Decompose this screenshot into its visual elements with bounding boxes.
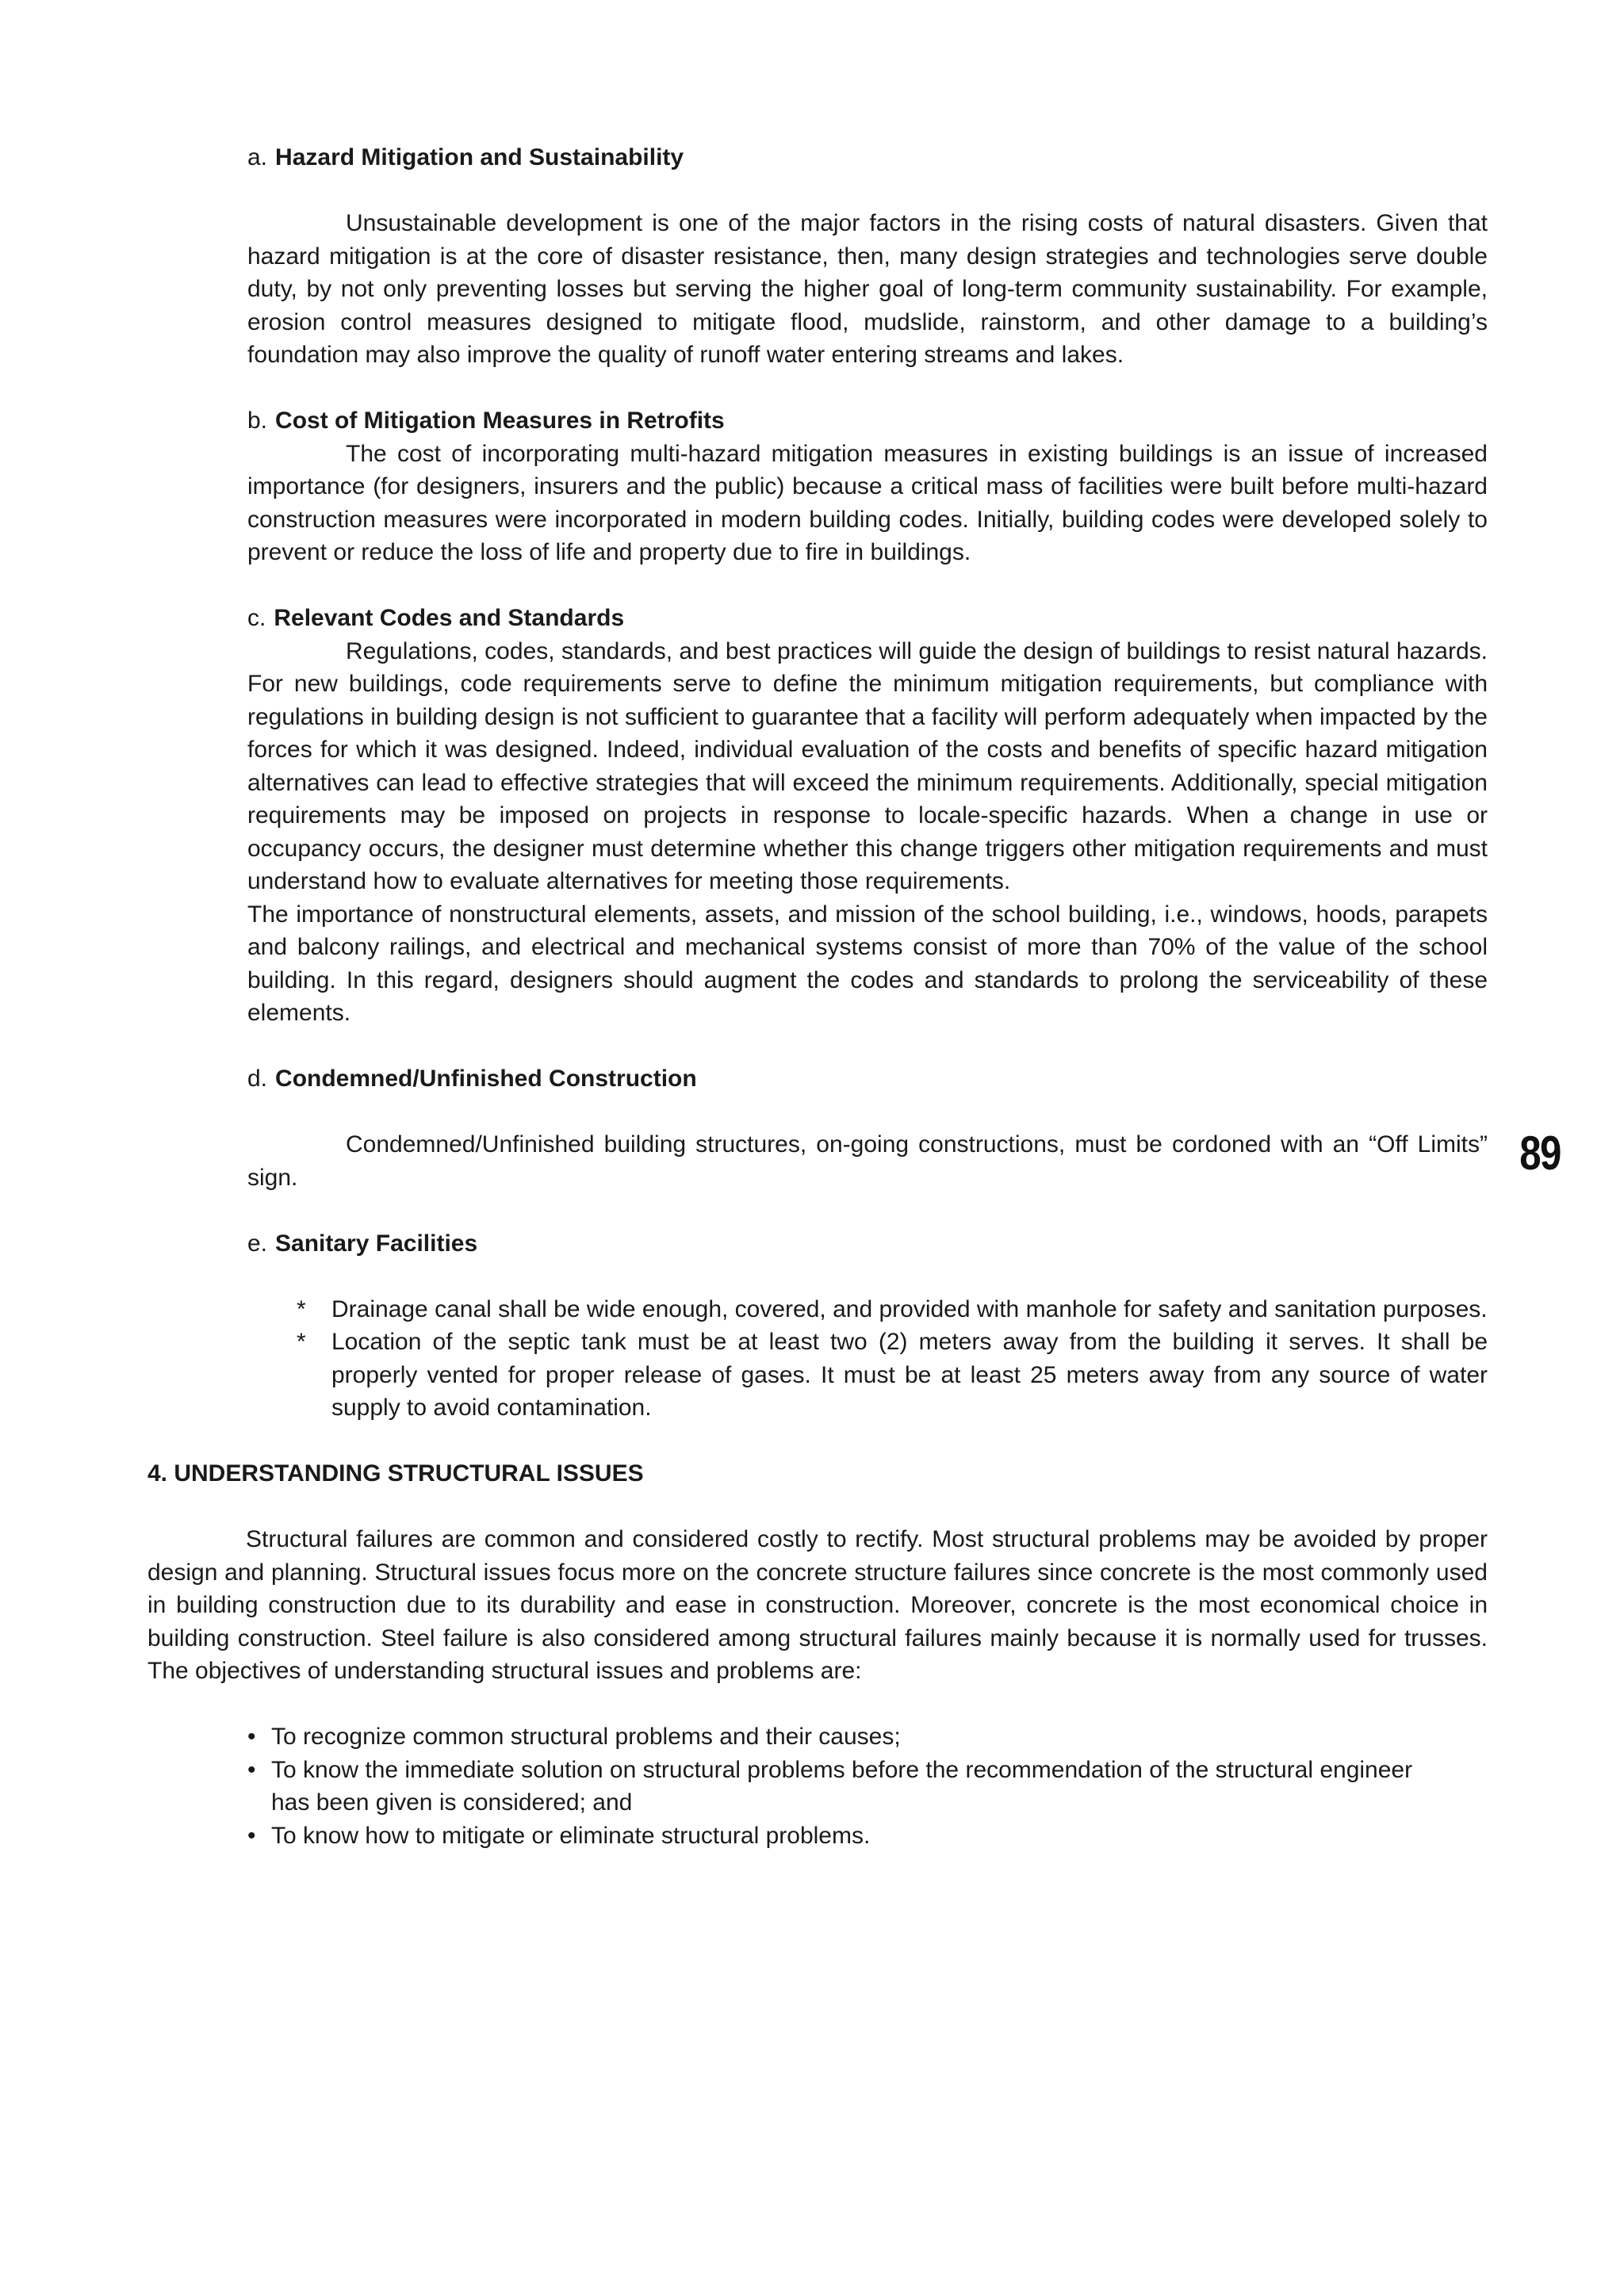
- list-item: [297, 1293, 1488, 1326]
- section-c-title: Relevant Codes and Standards: [274, 605, 625, 631]
- section-b-letter: b.: [247, 408, 268, 434]
- section-a-heading: [247, 141, 1488, 174]
- section-b: [247, 404, 1488, 569]
- list-item-text: To recognize common structural problems and their causes;: [271, 1724, 901, 1750]
- section-b-heading: [247, 404, 1488, 438]
- list-item-text: Drainage canal shall be wide enough, covered, and provided with manhole for safety and sanitation purposes.: [331, 1295, 1488, 1322]
- section-e-letter: e.: [247, 1230, 268, 1257]
- section-d: [247, 1062, 1488, 1194]
- bullet-icon: •: [247, 1724, 256, 1750]
- list-item-marker: *: [297, 1329, 306, 1355]
- section-d-body: Condemned/Unfinished building structures, on-going constructions, must be cordoned with an “Off Limits” sign.: [247, 1131, 1488, 1191]
- section-d-title: Condemned/Unfinished Construction: [275, 1066, 697, 1092]
- section-a-body: Unsustainable development is one of the major factors in the rising costs of natural disasters. Given that hazard mitigation is at the core of disaster resistance, then, many design strategies and technologies serve double duty, by not only preventing losses but serving the higher goal of long-term community sustainability. For example, erosion control measures designed to mitigate flood, mudslide, rainstorm, and other damage to a building’s foundation may also improve the quality of runoff water entering streams and lakes.: [247, 210, 1488, 368]
- list-item: [247, 1820, 1421, 1853]
- list-item-marker: *: [297, 1295, 306, 1322]
- list-item-text: Location of the septic tank must be at least two (2) meters away from the building it serves. It shall be properly vented for proper release of gases. It must be at least 25 meters away from any source of water supply to avoid contamination.: [331, 1329, 1488, 1421]
- section-a-title: Hazard Mitigation and Sustainability: [275, 144, 684, 170]
- list-item: [247, 1720, 1421, 1754]
- section-a: [247, 141, 1488, 372]
- list-item-text: To know the immediate solution on structural problems before the recommendation of the structural engineer has been given is considered; and: [271, 1756, 1413, 1816]
- bullet-icon: •: [247, 1822, 256, 1849]
- list-item-text: To know how to mitigate or eliminate structural problems.: [271, 1822, 871, 1849]
- section-e-heading: [247, 1227, 1488, 1261]
- section-4-heading: 4. UNDERSTANDING STRUCTURAL ISSUES: [147, 1460, 644, 1487]
- section-d-heading: [247, 1062, 1488, 1096]
- list-item: [297, 1326, 1488, 1425]
- section-4-body: Structural failures are common and considered costly to rectify. Most structural problems may be avoided by proper design and planning. Structural issues focus more on the concrete structure failures since concrete is the most commonly used in building construction due to its durability and ease in construction. Moreover, concrete is the most economical choice in building construction. Steel failure is also considered among structural failures mainly because it is normally used for trusses. The objectives of understanding structural issues and problems are:: [147, 1526, 1488, 1684]
- sanitary-list: [297, 1293, 1488, 1425]
- section-b-body: The cost of incorporating multi-hazard mitigation measures in existing buildings is an issue of increased importance (for designers, insurers and the public) because a critical mass of facilities were built before multi-hazard construction measures were incorporated in modern building codes. Initially, building codes were developed solely to prevent or reduce the loss of life and property due to fire in buildings.: [247, 440, 1488, 565]
- section-c-heading: [247, 602, 1488, 635]
- section-c: [247, 602, 1488, 1030]
- section-b-title: Cost of Mitigation Measures in Retrofits: [275, 408, 725, 434]
- section-c-body: Regulations, codes, standards, and best practices will guide the design of buildings to resist natural hazards. For new buildings, code requirements serve to define the minimum mitigation requirements, but compliance with regulations in building design is not sufficient to guarantee that a facility will perform adequately when impacted by the forces for which it was designed. Indeed, individual evaluation of the costs and benefits of specific hazard mitigation alternatives can lead to effective strategies that will exceed the minimum requirements. Additionally, special mitigation requirements may be imposed on projects in response to locale-specific hazards. When a change in use or occupancy occurs, the designer must determine whether this change triggers other mitigation requirements and must understand how to evaluate alternatives for meeting those requirements.: [247, 637, 1488, 894]
- objectives-list: [247, 1720, 1488, 1852]
- bullet-icon: •: [247, 1756, 256, 1783]
- section-c-body2: The importance of nonstructural elements, assets, and mission of the school building, i.e., windows, hoods, parapets and balcony railings, and electrical and mechanical systems consist of more than 70% of the value of the school building. In this regard, designers should augment the codes and standards to prolong the serviceability of these elements.: [247, 901, 1488, 1026]
- section-e: [247, 1227, 1488, 1425]
- section-c-letter: c.: [247, 605, 266, 631]
- section-d-letter: d.: [247, 1066, 268, 1092]
- section-e-title: Sanitary Facilities: [275, 1230, 478, 1257]
- list-item: [247, 1754, 1421, 1820]
- section-a-letter: a.: [247, 144, 268, 170]
- page-content: [147, 141, 1488, 1852]
- page-number: 89: [1519, 1127, 1561, 1180]
